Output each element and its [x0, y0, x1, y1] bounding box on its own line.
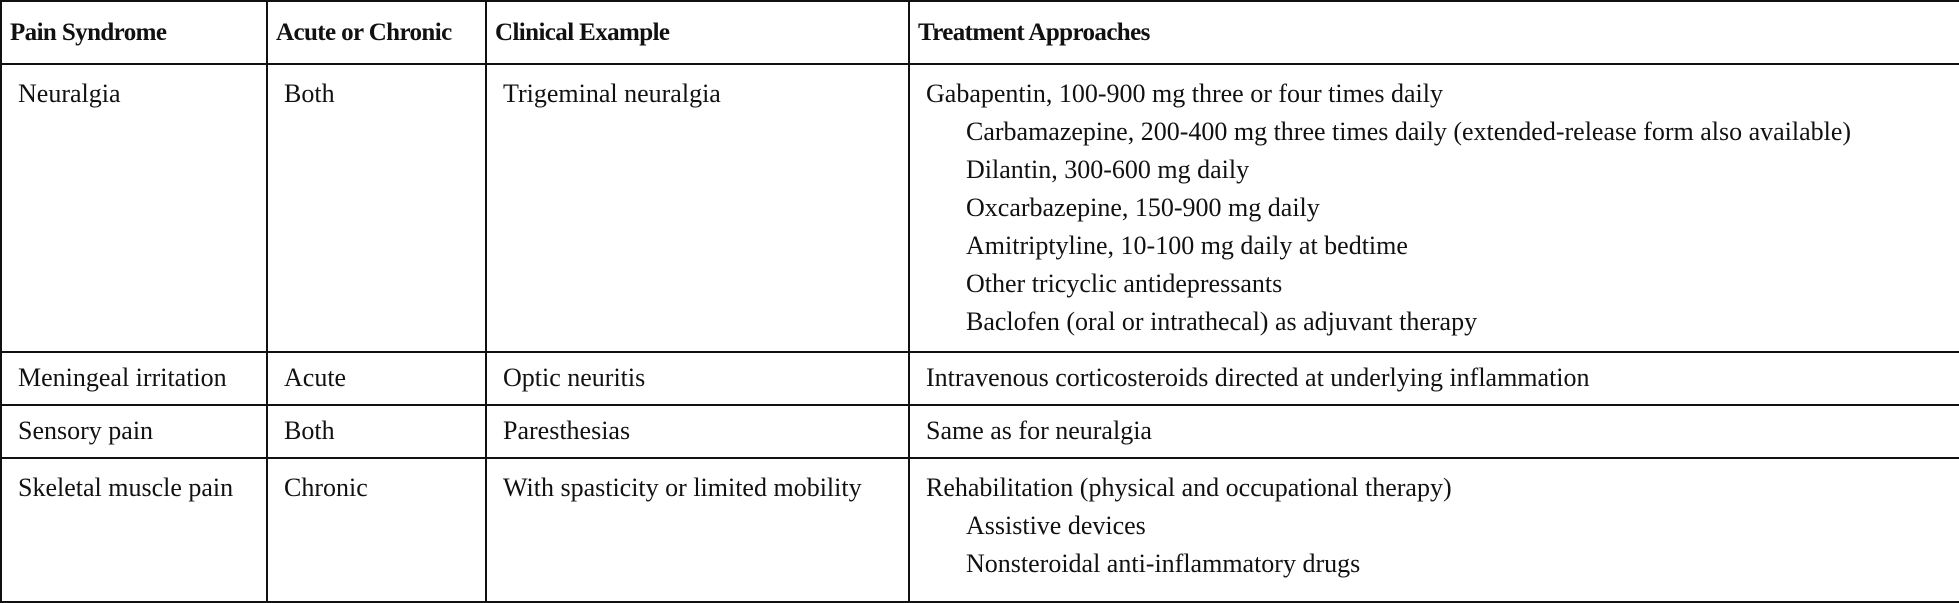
treatment-line: Intravenous corticosteroids directed at underlying inflammation — [926, 363, 1590, 392]
cell-treatment-approaches — [909, 405, 1959, 458]
header-treatment-approaches: Treatment Approaches — [909, 1, 1959, 64]
treatment-line: Nonsteroidal anti-inflammatory drugs — [966, 549, 1361, 578]
table-row — [1, 64, 1959, 352]
cell-clinical-example: Optic neuritis — [486, 352, 909, 405]
header-acute-or-chronic: Acute or Chronic — [267, 1, 486, 64]
cell-acute-or-chronic: Both — [267, 405, 486, 458]
treatment-line: Oxcarbazepine, 150-900 mg daily — [966, 193, 1320, 222]
cell-treatment-approaches — [909, 458, 1959, 602]
table-row — [1, 405, 1959, 458]
treatment-line: Same as for neuralgia — [926, 416, 1152, 445]
header-clinical-example: Clinical Example — [486, 1, 909, 64]
cell-clinical-example: Paresthesias — [486, 405, 909, 458]
cell-treatment-approaches — [909, 64, 1959, 352]
cell-pain-syndrome: Skeletal muscle pain — [1, 458, 267, 602]
treatment-line: Carbamazepine, 200-400 mg three times daily (extended-release form also available) — [966, 117, 1852, 146]
treatment-line: Amitriptyline, 10-100 mg daily at bedtime — [966, 231, 1408, 260]
cell-pain-syndrome: Neuralgia — [1, 64, 267, 352]
cell-acute-or-chronic: Acute — [267, 352, 486, 405]
cell-clinical-example: With spasticity or limited mobility — [486, 458, 909, 602]
table-row — [1, 458, 1959, 602]
treatment-line: Rehabilitation (physical and occupational therapy) — [926, 473, 1452, 502]
cell-acute-or-chronic: Chronic — [267, 458, 486, 602]
treatment-line: Assistive devices — [966, 511, 1146, 540]
cell-acute-or-chronic: Both — [267, 64, 486, 352]
cell-pain-syndrome: Sensory pain — [1, 405, 267, 458]
table-row — [1, 352, 1959, 405]
treatment-line: Other tricyclic antidepressants — [966, 269, 1283, 298]
header-pain-syndrome: Pain Syndrome — [1, 1, 267, 64]
cell-clinical-example: Trigeminal neuralgia — [486, 64, 909, 352]
treatment-line: Dilantin, 300-600 mg daily — [966, 155, 1250, 184]
table-header-row — [1, 1, 1959, 64]
treatment-line: Gabapentin, 100-900 mg three or four times daily — [926, 79, 1443, 108]
treatment-line: Baclofen (oral or intrathecal) as adjuvant therapy — [966, 307, 1478, 336]
cell-treatment-approaches — [909, 352, 1959, 405]
cell-pain-syndrome: Meningeal irritation — [1, 352, 267, 405]
